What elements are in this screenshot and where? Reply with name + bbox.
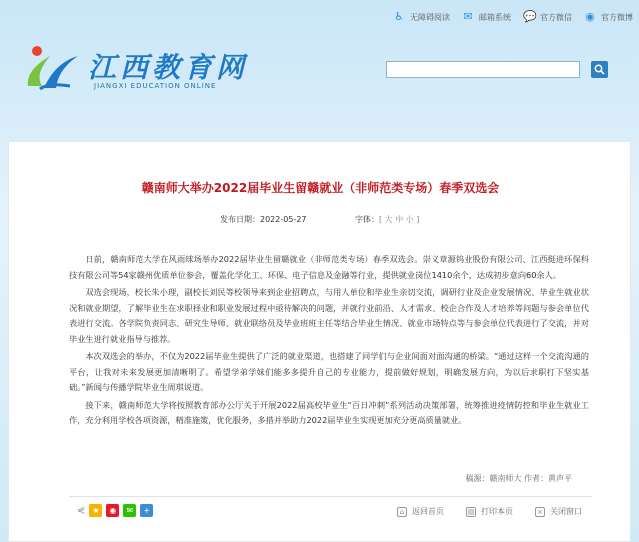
search-input[interactable] xyxy=(386,61,580,78)
mail-link[interactable] xyxy=(462,11,511,23)
weibo-label: 官方微博 xyxy=(601,12,633,22)
share-icon[interactable]: ⋞ xyxy=(77,505,86,516)
logo-subtitle: JIANGXI EDUCATION ONLINE xyxy=(94,82,217,90)
weibo-icon: ◉ xyxy=(585,10,595,23)
share-bar xyxy=(77,504,153,517)
back-home-link[interactable] xyxy=(397,506,444,517)
article-title: 赣南师大举办2022届毕业生留赣就业（非师范类专场）春季双选会 xyxy=(141,181,500,195)
more-share-icon[interactable]: + xyxy=(140,504,153,517)
wechat-share-icon[interactable]: ✉ xyxy=(123,504,136,517)
article-paragraph: 接下来，赣南师范大学将按照教育部办公厅关于开展2022届高校毕业生“百日冲刺”系列活动决策部署，统筹推进疫情防控和毕业生就业工作，充分利用学校各项资源，精准施策，优化服务，多措并举助力2022届毕业生实现更加充分更高质量就业。 xyxy=(69,399,589,425)
weibo-link[interactable] xyxy=(584,11,633,23)
search-button[interactable] xyxy=(591,61,608,78)
accessibility-label: 无障碍阅读 xyxy=(410,12,450,22)
mail-label: 邮箱系统 xyxy=(479,12,511,22)
article-card xyxy=(8,141,631,542)
logo-title: 江西教育网 xyxy=(88,51,249,84)
top-utility-bar xyxy=(0,0,639,34)
font-size-control xyxy=(355,214,419,225)
article-paragraph: 双选会现场，校长朱小理，副校长刘民等校领导来到企业招聘点，与用人单位和毕业生亲切交流，调研行业及企业发展情况、毕业生就业状况和就业期望，了解毕业生在求职择业和职业发展过程中亟待解决的问题，并就行业前沿、人才需求、校企合作及人才培养等问题与参会单位代表进行交流。各学院负责同志、研究生导师、就业联络员及毕业班班主任等结合毕业生情况、就业市场特点等与参会单位代表进行了交流，并对毕业生进行就业指导与推荐。 xyxy=(69,287,589,344)
accessibility-link[interactable] xyxy=(393,11,450,23)
back-home-label: 返回首页 xyxy=(412,507,444,516)
home-icon: ⌂ xyxy=(397,507,407,517)
print-label: 打印本页 xyxy=(481,507,513,516)
footer-divider xyxy=(69,496,592,497)
search-icon xyxy=(594,64,605,75)
article-source: 稿源：赣南师大 作者：黄声平 xyxy=(465,474,572,483)
close-label: 关闭窗口 xyxy=(550,507,582,516)
wechat-label: 官方微信 xyxy=(540,12,572,22)
logo-mark-icon xyxy=(22,42,82,94)
wechat-link[interactable] xyxy=(523,11,572,23)
article-actions xyxy=(397,506,582,517)
weibo-share-icon[interactable]: ◉ xyxy=(106,504,119,517)
mail-icon: ✉ xyxy=(463,10,473,23)
close-icon: × xyxy=(535,507,545,517)
publish-date-value: 2022-05-27 xyxy=(260,215,307,224)
publish-label: 发布日期： xyxy=(220,215,260,224)
article-body xyxy=(69,252,589,431)
print-link[interactable] xyxy=(466,506,513,517)
close-window-link[interactable] xyxy=(535,506,582,517)
font-label: 字体： xyxy=(355,215,379,224)
article-paragraph: 日前，赣南师范大学在风雨球场举办2022届毕业生留赣就业（非师范类专场）春季双选会。崇义章源钨业股份有限公司、江西挺进环保科技有限公司等54家赣州优质单位参会，覆盖化学化工、环保、电子信息及金融等行业，提供就业岗位1410余个，达成初步意向60余人。 xyxy=(69,254,589,280)
font-size-options[interactable]: [ 大 中 小 ] xyxy=(379,215,420,224)
site-logo[interactable] xyxy=(22,42,252,94)
print-icon: ▤ xyxy=(467,507,475,516)
article-paragraph: 本次双选会的举办，不仅为2022届毕业生提供了广泛的就业渠道，也搭建了同学们与企业间面对面沟通的桥梁。“通过这样一个交流沟通的平台，让我对未来发展更加清晰明了。希望学弟学妹们能多多提升自己的专业能力，提前做好规划，明确发展方向，为以后求职打下坚实基础。”新闻与传播学院毕业生周琪说道。 xyxy=(69,351,589,392)
qzone-share-icon[interactable]: ★ xyxy=(89,504,102,517)
wechat-icon: 💬 xyxy=(523,10,537,23)
accessibility-icon: ♿ xyxy=(394,10,404,23)
publish-date xyxy=(220,214,307,225)
